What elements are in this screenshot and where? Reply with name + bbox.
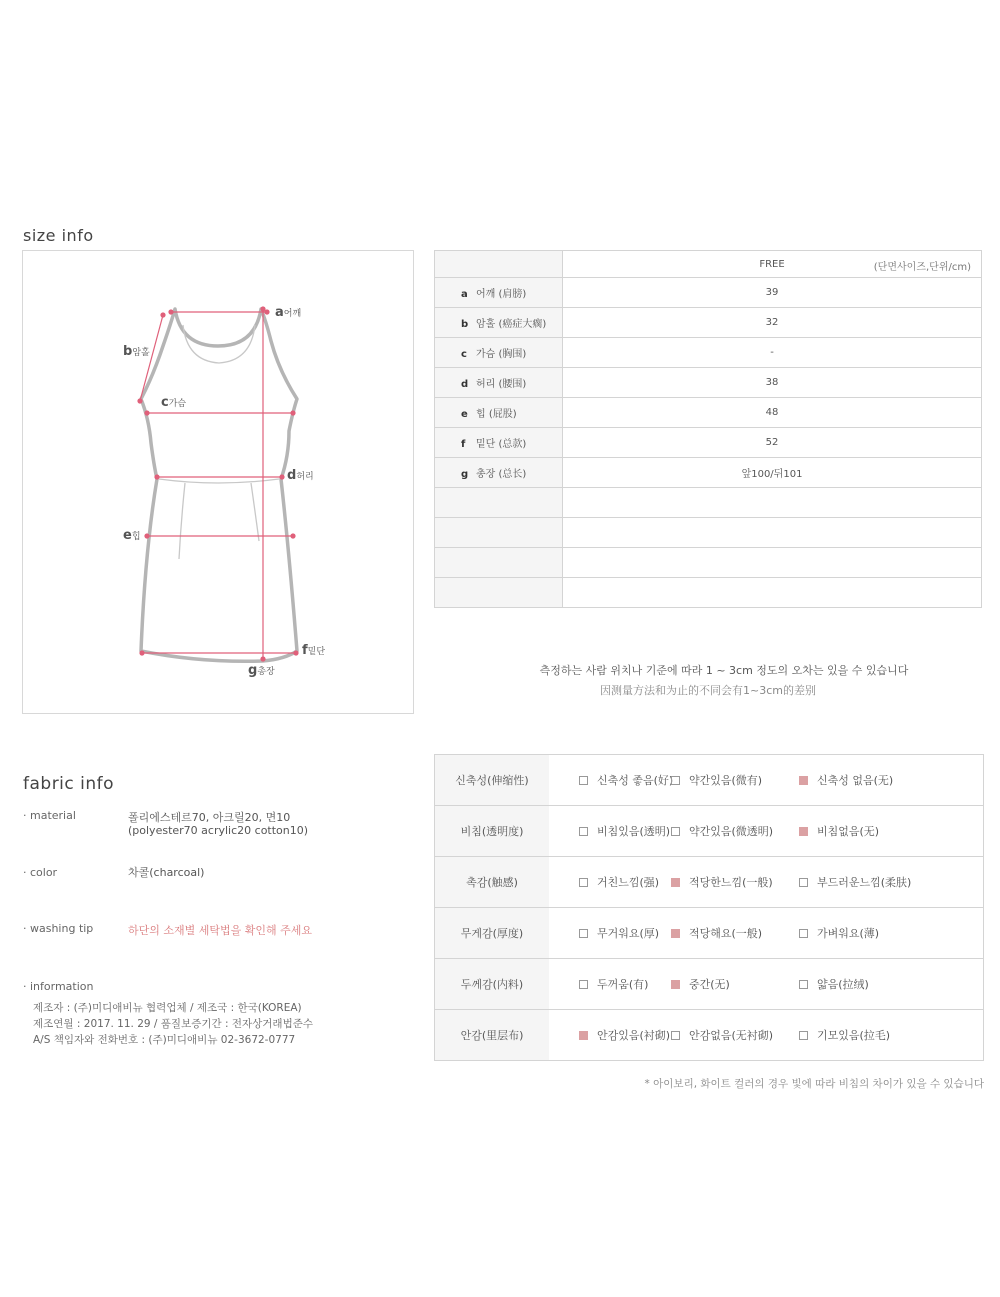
fabric-option-label: 신축성 좋음(好): [597, 774, 674, 787]
checked-box-icon: [671, 980, 680, 989]
table-row-empty: [435, 548, 982, 578]
row-value: 32: [563, 308, 982, 338]
row-label: 가슴 (胸围): [476, 349, 527, 360]
unchecked-box-icon: [671, 1031, 680, 1040]
diagram-label-a: a어깨: [275, 305, 302, 320]
fabric-option: [579, 976, 648, 992]
fabric-option-label: 비침있음(透明): [597, 825, 671, 838]
diagram-label-f: f밑단: [302, 643, 326, 658]
row-letter: f: [461, 439, 466, 450]
size-table-header-row: [435, 251, 982, 278]
fabric-option: [799, 772, 893, 788]
fabric-option-label: 약간있음(微透明): [689, 825, 774, 838]
size-info-title: size info: [23, 226, 94, 245]
fabric-option: [799, 823, 879, 839]
row-label: 힙 (屁股): [476, 409, 517, 420]
fabric-option: [671, 976, 730, 992]
fabric-option: [671, 1027, 773, 1043]
table-row: [435, 278, 982, 308]
fabric-option-label: 적당한느낌(一般): [689, 876, 773, 889]
row-letter: g: [461, 469, 469, 480]
fabric-option: [671, 772, 762, 788]
fabric-table: [434, 754, 984, 1061]
fabric-option-label: 무거워요(厚): [597, 927, 660, 940]
row-letter: a: [461, 289, 468, 300]
fabric-row: [435, 857, 984, 908]
row-label: 암홀 (癌症大瘸): [476, 319, 547, 330]
fabric-row: [435, 959, 984, 1010]
table-row-empty: [435, 518, 982, 548]
fabric-row-label: 두께감(内料): [435, 959, 550, 1010]
size-header-free: FREE: [759, 258, 785, 270]
fabric-option: [671, 874, 773, 890]
row-value: 48: [563, 398, 982, 428]
row-value: -: [563, 338, 982, 368]
row-label: 밑단 (总款): [476, 439, 527, 450]
row-letter: e: [461, 409, 468, 420]
size-unit-note: (단면사이즈,단위/cm): [873, 262, 971, 273]
fabric-option-label: 비침없음(无): [817, 825, 880, 838]
checked-box-icon: [579, 1031, 588, 1040]
fabric-option: [799, 925, 879, 941]
fabric-option-label: 적당해요(一般): [689, 927, 763, 940]
diagram-label-c: c가슴: [161, 395, 187, 410]
table-row-empty: [435, 578, 982, 608]
table-row: [435, 338, 982, 368]
fabric-row-options: [549, 755, 984, 806]
diagram-label-d: d허리: [287, 468, 314, 483]
row-value: 39: [563, 278, 982, 308]
row-letter: c: [461, 349, 467, 360]
fabric-row: [435, 806, 984, 857]
unchecked-box-icon: [799, 929, 808, 938]
material-value: 폴리에스테르70, 아크릴20, 면10: [128, 811, 291, 824]
unchecked-box-icon: [579, 929, 588, 938]
fabric-option-label: 약간있음(微有): [689, 774, 763, 787]
row-label: 총장 (总长): [476, 469, 527, 480]
material-label: · material: [23, 809, 76, 822]
fabric-option: [579, 874, 659, 890]
info-line: 제조자 : (주)미디애비뉴 협력업체 / 제조국 : 한국(KOREA): [33, 1002, 302, 1014]
fabric-option-label: 중간(无): [689, 978, 730, 991]
fabric-row-label: 비침(透明度): [435, 806, 550, 857]
row-label: 허리 (腰围): [476, 379, 527, 390]
fabric-row-options: [549, 806, 984, 857]
unchecked-box-icon: [579, 878, 588, 887]
fabric-option-label: 기모있음(拉毛): [817, 1029, 891, 1042]
fabric-info-title: fabric info: [23, 774, 115, 794]
checked-box-icon: [671, 878, 680, 887]
dress-illustration: [23, 251, 415, 715]
unchecked-box-icon: [579, 980, 588, 989]
fabric-row-label: 무게감(厚度): [435, 908, 550, 959]
size-table: [434, 250, 982, 608]
checked-box-icon: [799, 827, 808, 836]
unchecked-box-icon: [799, 1031, 808, 1040]
fabric-row-options: [549, 1010, 984, 1061]
fabric-row-options: [549, 959, 984, 1010]
fabric-option-label: 안감있음(衬砌): [597, 1029, 671, 1042]
washing-tip-value: 하단의 소재별 세탁법을 확인해 주세요: [128, 924, 313, 937]
fabric-footnote: * 아이보리, 화이트 컬러의 경우 빛에 따라 비침의 차이가 있을 수 있습니다: [644, 1078, 984, 1090]
row-letter: d: [461, 379, 469, 390]
table-row: [435, 398, 982, 428]
fabric-row-options: [549, 908, 984, 959]
fabric-row-label: 촉감(触感): [435, 857, 550, 908]
row-value: 앞100/뒤101: [563, 458, 982, 488]
unchecked-box-icon: [671, 776, 680, 785]
measurement-note-cn: 因测量方法和为止的不同会有1~3cm的差别: [600, 684, 816, 697]
fabric-option: [799, 976, 869, 992]
fabric-option-label: 부드러운느낌(柔肤): [817, 876, 912, 889]
fabric-option-label: 두꺼움(有): [597, 978, 649, 991]
fabric-option-label: 얇음(拉绒): [817, 978, 869, 991]
washing-tip-label: · washing tip: [23, 922, 94, 935]
table-row: [435, 308, 982, 338]
measurement-note-ko: 측정하는 사람 위치나 기준에 따라 1 ~ 3cm 정도의 오차는 있을 수 있습니다: [539, 664, 909, 677]
fabric-option-label: 안감없음(无衬砌): [689, 1029, 774, 1042]
table-row: [435, 368, 982, 398]
fabric-option: [799, 1027, 890, 1043]
fabric-option: [579, 823, 670, 839]
checked-box-icon: [671, 929, 680, 938]
fabric-option-label: 가벼워요(薄): [817, 927, 880, 940]
info-line: 제조연월 : 2017. 11. 29 / 품질보증기간 : 전자상거래법준수: [33, 1018, 314, 1030]
table-row: [435, 428, 982, 458]
info-line: A/S 책임자와 전화번호 : (주)미디애비뉴 02-3672-0777: [33, 1034, 296, 1046]
fabric-option: [671, 925, 762, 941]
row-value: 38: [563, 368, 982, 398]
fabric-option: [579, 772, 673, 788]
fabric-option: [799, 874, 911, 890]
table-row: [435, 458, 982, 488]
fabric-option: [671, 823, 773, 839]
fabric-row: [435, 908, 984, 959]
unchecked-box-icon: [579, 776, 588, 785]
fabric-row-label: 신축성(伸缩性): [435, 755, 550, 806]
unchecked-box-icon: [579, 827, 588, 836]
row-letter: b: [461, 319, 469, 330]
fabric-row: [435, 1010, 984, 1061]
fabric-option-label: 거친느낌(强): [597, 876, 660, 889]
size-header-cell: [563, 251, 982, 278]
material-value-en: (polyester70 acrylic20 cotton10): [128, 824, 309, 837]
color-value: 차콜(charcoal): [128, 866, 205, 879]
unchecked-box-icon: [799, 878, 808, 887]
fabric-row: [435, 755, 984, 806]
fabric-option-label: 신축성 없음(无): [817, 774, 894, 787]
diagram-label-b: b암홀: [123, 344, 150, 359]
checked-box-icon: [799, 776, 808, 785]
diagram-label-g: g총장: [248, 663, 275, 678]
unchecked-box-icon: [799, 980, 808, 989]
information-label: · information: [23, 980, 94, 993]
manufacturer-info: [33, 1000, 313, 1048]
diagram-label-e: e힙: [123, 528, 141, 543]
fabric-row-options: [549, 857, 984, 908]
row-value: 52: [563, 428, 982, 458]
fabric-option: [579, 925, 659, 941]
size-diagram: [22, 250, 414, 714]
fabric-row-label: 안감(里层布): [435, 1010, 550, 1061]
fabric-option: [579, 1027, 670, 1043]
table-row-empty: [435, 488, 982, 518]
color-label: · color: [23, 866, 58, 879]
header-empty-cell: [435, 251, 563, 278]
row-label: 어깨 (肩膀): [476, 289, 527, 300]
unchecked-box-icon: [671, 827, 680, 836]
